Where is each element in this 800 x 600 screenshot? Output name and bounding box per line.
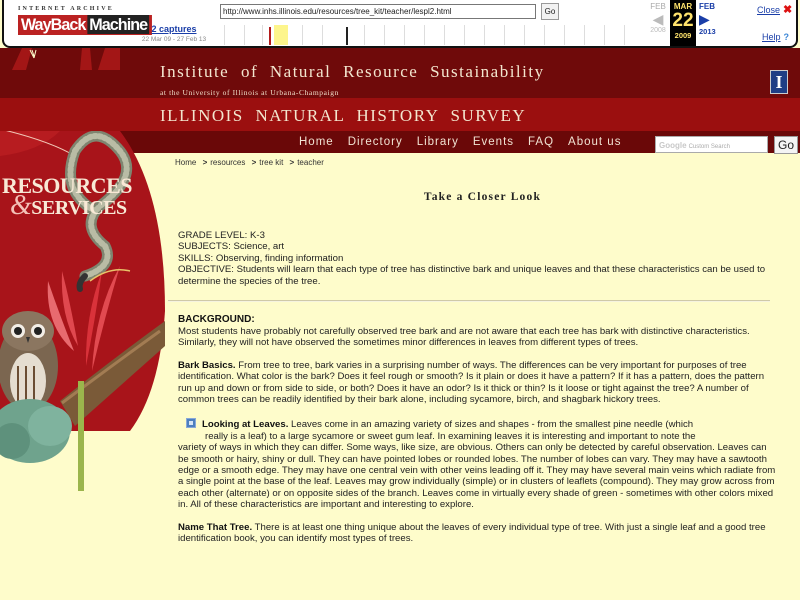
nav-directory[interactable]: Directory [347,136,403,148]
search-go-button[interactable]: Go [774,136,798,154]
background-text: Most students have probably not carefully observed tree bark and are not aware that each tree has bark with distinctive characteristics. Similarly, they will not have observed the sometimes minor differences in leaves from different types of trees. [178,326,750,349]
lesson-meta [178,230,778,287]
header-decoration-icon [10,48,120,70]
institute-title[interactable]: Institute of Natural Resource Sustainability [160,62,545,81]
previous-capture: FEB ◀ 2008 [644,2,672,34]
nav-faq[interactable]: FAQ [528,136,555,148]
objective: OBJECTIVE: Students will learn that each type of tree has distinctive bark and unique leaves and that these characteristics can be used to determine the species of the tree. [178,264,766,287]
bark-basics-paragraph: Bark Basics. From tree to tree, bark varies in a surprising number of ways. The differences can be very important for purposes of tree identification. What color is the bark? Does it feel rough or smooth? Is it plain or does it have a pattern? If it has a pattern, does the pattern run up and down or from side to side, or both? Does it have an odor? Is it thick or thin? Is it loose or tight against the tree? A number of common trees can be readily identified by their bark alone, including sycamore, birch, and shagbark hickory trees. [178,359,765,406]
nav-home[interactable]: Home [299,136,334,148]
close-icon[interactable]: ✖ [783,4,793,16]
breadcrumb-separator: > [251,158,257,167]
breadcrumb-home[interactable]: Home [175,158,197,167]
internet-archive-label: INTERNET ARCHIVE [18,6,114,12]
institute-subtitle: at the University of Illinois at Urbana-Champaign [160,88,339,97]
breadcrumb-teacher[interactable]: teacher [297,158,324,167]
nav-library[interactable]: Library [416,136,459,148]
skills: SKILLS: Observing, finding information [178,252,344,264]
sidebar-art [0,131,165,501]
wayback-machine-wordmark: WayBack Machine [18,15,152,35]
background-heading: BACKGROUND: [178,314,255,325]
help-link[interactable]: Help ? [762,32,790,42]
captures-range: 22 Mar 09 - 27 Feb 13 [141,36,207,43]
wayback-toolbar [2,0,798,48]
grade-level: GRADE LEVEL: K-3 [178,230,265,241]
timeline-capture-marker[interactable] [346,27,348,45]
breadcrumb-separator: > [289,158,295,167]
leaf-image-icon[interactable] [186,418,196,428]
survey-title[interactable]: ILLINOIS NATURAL HISTORY SURVEY [160,106,527,125]
captures-link[interactable]: 2 captures [151,24,197,34]
main-nav [299,136,635,148]
breadcrumb-resources[interactable]: resources [210,158,246,167]
site-search-input[interactable] [655,136,768,153]
university-logo[interactable]: I [770,70,788,94]
section-divider [168,300,770,302]
nav-events[interactable]: Events [472,136,515,148]
breadcrumb-separator: > [202,158,208,167]
close-toolbar-link[interactable]: Close ✖ [757,4,793,16]
captures-info [134,24,214,43]
wayback-logo[interactable] [18,6,148,35]
resources-services-title: RESOURCES &SERVICES [2,173,132,221]
google-brand: Google [659,141,687,150]
name-that-tree-paragraph: Name That Tree. There is at least one thing unique about the leaves of every individual type of tree. With just a single leaf and a good tree identification book, you can identify most types of trees. [178,521,766,545]
next-arrow-icon[interactable]: ▶ [699,11,710,27]
page-title: Take a Closer Look [423,191,542,203]
looking-at-leaves-heading: Looking at Leaves. [202,419,289,431]
wayback-url-input[interactable] [220,4,536,19]
prev-arrow-icon: ◀ [652,11,664,27]
timeline-current-capture-marker[interactable] [269,27,271,45]
breadcrumb [175,158,324,167]
bark-basics-heading: Bark Basics. [178,359,236,371]
timeline-year-highlight [274,25,288,45]
looking-at-leaves-paragraph: Looking at Leaves. Leaves come in an amazing variety of sizes and shapes - from the smallest pine needle (which really is a leaf) to a large sycamore or sweet gum leaf. In examining leaves it is interesting and important to note the variety of ways in which they can differ. Some ways, like size, are obvious. Others can only be detected by careful observation. Leaves can be smooth or hairy, shiny or dull. They can have pointed lobes or rounded lobes. The number of lobes can vary. They may have a sawtooth edge or a smooth edge. They may have one central vein with other veins leading off it. They may have several main veins which radiate from a single point at the base of the leaf. Leaves may grow individually (simple) or in clusters of leaflets (compound). They may grow across from each other (alternate) or on opposite sides of the branch. Leaves come in virtually every shade of green - sometimes with other colors mixed in. All of these characteristics are important and interesting to explore. [178,419,776,511]
nav-about-us[interactable]: About us [568,136,622,148]
background-section [178,314,778,545]
breadcrumb-tree-kit[interactable]: tree kit [259,158,284,167]
search-placeholder: Custom Search [688,144,730,150]
wayback-go-button[interactable]: Go [541,3,559,20]
next-capture[interactable]: FEB ▶ 2013 [699,2,727,36]
current-capture-date: MAR 22 2009 [670,0,696,46]
capture-timeline[interactable] [214,25,644,45]
help-icon[interactable]: ? [783,32,790,42]
subjects: SUBJECTS: Science, art [178,241,285,253]
name-that-tree-heading: Name That Tree. [178,521,253,533]
